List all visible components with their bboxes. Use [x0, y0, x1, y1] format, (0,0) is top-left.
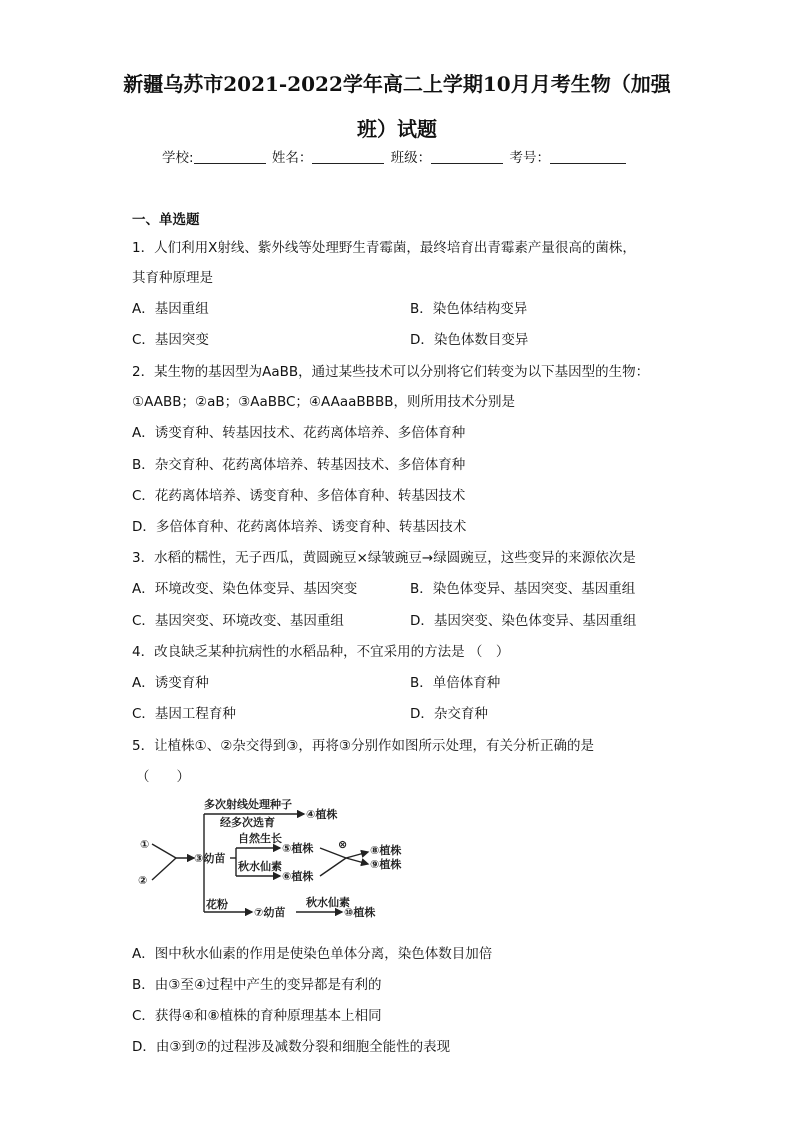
q4-option-b[interactable]: B．单倍体育种 [410, 675, 501, 691]
q1-option-d[interactable]: D．染色体数目变异 [410, 332, 529, 348]
q3-stem: 3．水稻的糯性，无子西瓜，黄圆豌豆×绿皱豌豆→绿圆豌豆，这些变异的来源依次是 [132, 550, 636, 566]
school-field[interactable] [194, 149, 266, 164]
radiation-label: 多次射线处理种子 [204, 798, 292, 811]
title-line-2: 班）试题 [357, 117, 437, 141]
cross-line-2 [152, 858, 176, 880]
q4-option-c[interactable]: C．基因工程育种 [132, 706, 236, 722]
number-label: 考号： [509, 150, 550, 166]
seedling-7-label: ⑦幼苗 [254, 906, 286, 919]
q2-option-c[interactable]: C．花药离体培养、诱变育种、多倍体育种、转基因技术 [132, 488, 466, 504]
arrow-to-plant9 [346, 858, 368, 864]
q1-option-c[interactable]: C．基因突变 [132, 332, 209, 348]
q5-stem-line2: （ ） [136, 769, 190, 785]
pollen-label: 花粉 [206, 898, 228, 911]
plant-8-label: ⑧植株 [370, 844, 402, 857]
q4-option-a[interactable]: A．诱变育种 [132, 675, 209, 691]
plant-6-label: ⑥植株 [282, 870, 314, 883]
q2-option-d[interactable]: D．多倍体育种、花药离体培养、诱变育种、转基因技术 [132, 519, 467, 535]
class-field[interactable] [431, 149, 503, 164]
q3-option-c[interactable]: C．基因突变、环境改变、基因重组 [132, 613, 344, 629]
q5-stem-line1: 5．让植株①、②杂交得到③，再将③分别作如图所示处理，有关分析正确的是 [132, 738, 594, 754]
name-label: 姓名： [271, 150, 313, 166]
student-info-row [162, 146, 628, 166]
q1-stem-line2: 其育种原理是 [132, 270, 213, 286]
seedling-3-label: ③幼苗 [194, 852, 226, 865]
name-field[interactable] [312, 149, 384, 164]
q3-option-a[interactable]: A．环境改变、染色体变异、基因突变 [132, 581, 358, 597]
cross-6-line [320, 858, 346, 876]
parent-2-label: ② [138, 874, 148, 887]
q5-option-a[interactable]: A．图中秋水仙素的作用是使染色单体分离，染色体数目加倍 [132, 946, 493, 962]
plant-9-label: ⑨植株 [370, 858, 402, 871]
q2-option-b[interactable]: B．杂交育种、花药离体培养、转基因技术、多倍体育种 [132, 457, 466, 473]
school-label: 学校: [162, 150, 194, 166]
cross-line-1 [152, 844, 176, 858]
plant-4-label: ④植株 [306, 808, 338, 821]
q4-option-d[interactable]: D．杂交育种 [410, 706, 488, 722]
class-label: 班级： [390, 150, 432, 166]
q2-option-a[interactable]: A．诱变育种、转基因技术、花药离体培养、多倍体育种 [132, 425, 466, 441]
q5-option-b[interactable]: B．由③至④过程中产生的变异都是有利的 [132, 977, 382, 993]
self-cross-symbol: ⊗ [338, 838, 348, 851]
number-field[interactable] [550, 149, 626, 164]
q1-stem-line1: 1．人们利用X射线、紫外线等处理野生青霉菌，最终培育出青霉素产量很高的菌株， [132, 240, 636, 256]
q1-option-b[interactable]: B．染色体结构变异 [410, 301, 528, 317]
selection-label: 经多次选育 [220, 816, 275, 829]
plant-5-label: ⑤植株 [282, 842, 314, 855]
q5-option-c[interactable]: C．获得④和⑧植株的育种原理基本上相同 [132, 1008, 382, 1024]
parent-1-label: ① [140, 838, 150, 851]
q2-stem-line1: 2．某生物的基因型为AaBB，通过某些技术可以分别将它们转变为以下基因型的生物： [132, 364, 650, 380]
natural-growth-label: 自然生长 [238, 832, 282, 845]
q3-option-b[interactable]: B．染色体变异、基因突变、基因重组 [410, 581, 636, 597]
arrow-to-plant8 [346, 852, 368, 858]
q2-stem-line2: ①AABB；②aB；③AaBBC；④AAaaBBBB，则所用技术分别是 [132, 394, 515, 410]
section-heading: 一、单选题 [132, 212, 200, 228]
q5-option-d[interactable]: D．由③到⑦的过程涉及减数分裂和细胞全能性的表现 [132, 1039, 451, 1055]
q1-option-a[interactable]: A．基因重组 [132, 301, 209, 317]
plant-10-label: ⑩植株 [344, 906, 376, 919]
title-line-1: 新疆乌苏市2021-2022学年高二上学期10月月考生物（加强 [123, 72, 671, 96]
colchicine-label: 秋水仙素 [238, 860, 282, 873]
colchicine-2-label: 秋水仙素 [306, 896, 350, 909]
breeding-flow-diagram [132, 796, 422, 924]
q3-option-d[interactable]: D．基因突变、染色体变异、基因重组 [410, 613, 637, 629]
q4-stem: 4．改良缺乏某种抗病性的水稻品种，不宜采用的方法是 （ ） [132, 644, 510, 660]
